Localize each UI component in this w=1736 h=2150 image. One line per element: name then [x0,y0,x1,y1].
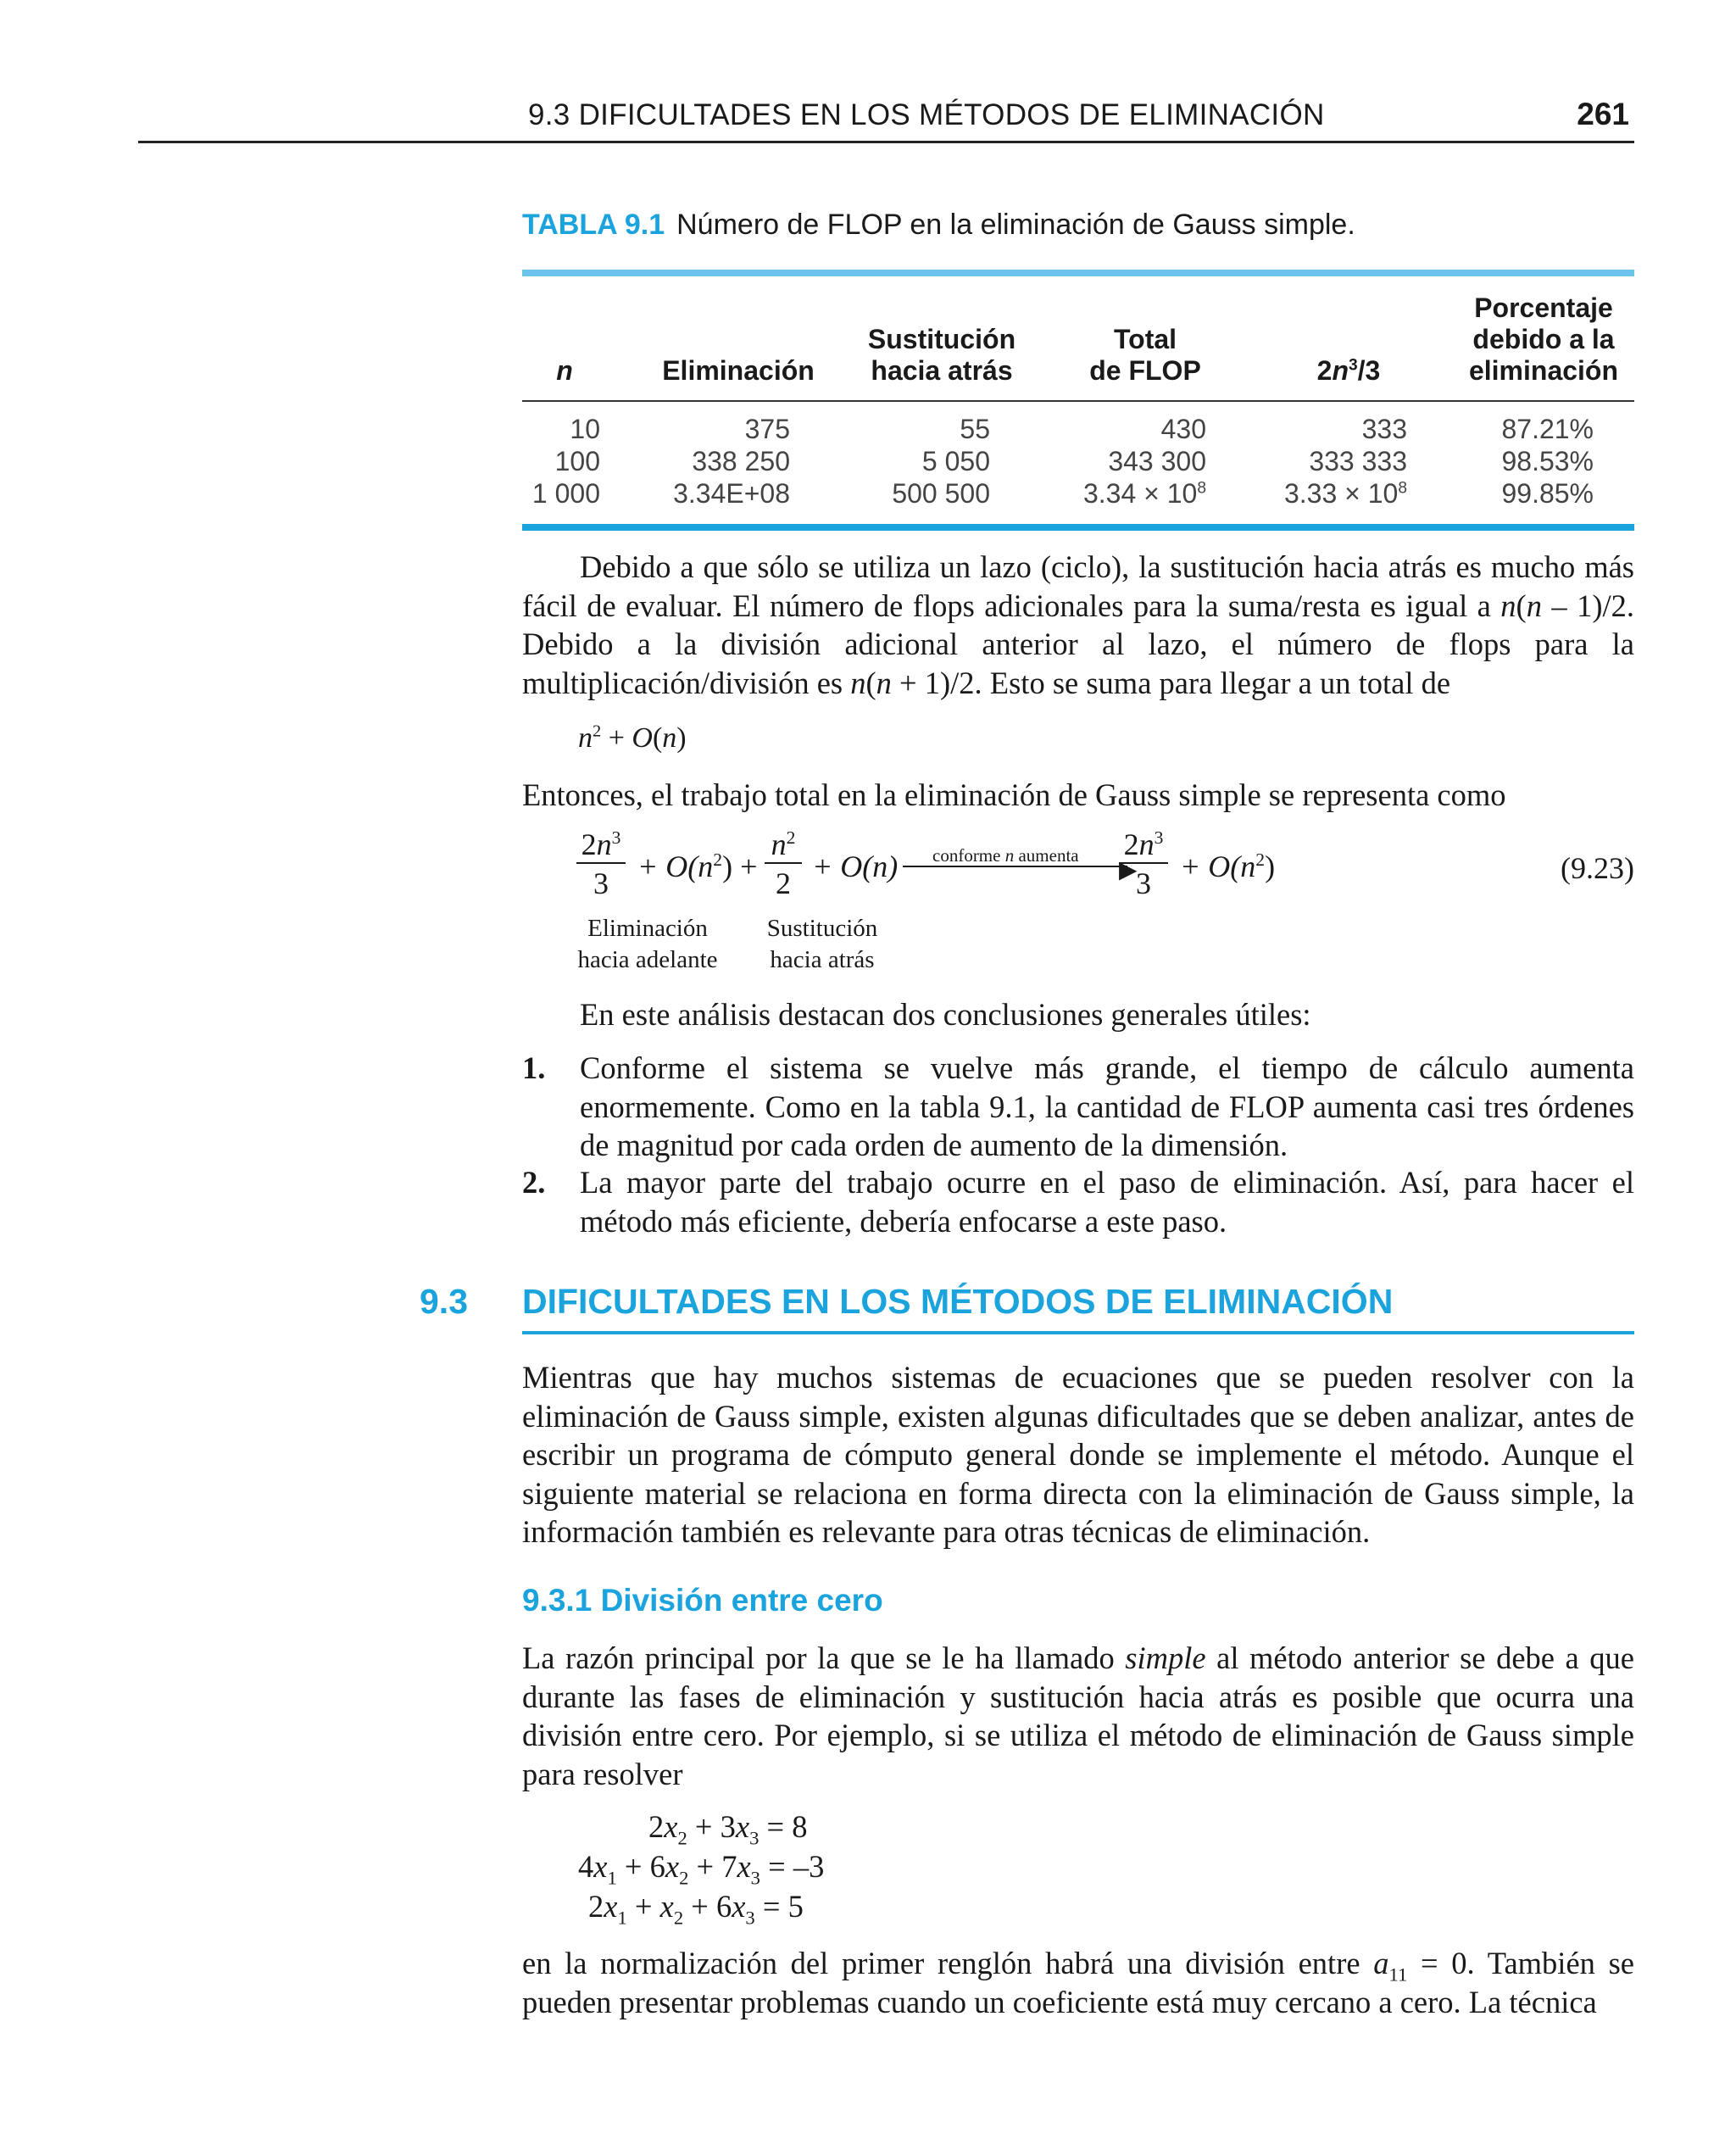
fraction-2n3-over-3-limit: $\frac{2n^3}{3}$ [1119,827,1168,901]
table-label: TABLA 9.1 [522,209,665,241]
cell-n: 100 [554,446,600,476]
running-header [138,95,1634,143]
cell-subst: 500 500 [892,478,990,509]
col-header-2n3: $2n^3/3$ [1316,355,1381,386]
cell-total: 343 300 [1108,446,1206,476]
cell-2n3: $3.33 \times 10^8$ [1283,478,1407,509]
equation-line-3: $2x_1 + x_2 + 6x_3 = 5$ [588,1889,804,1929]
subsection-title: 9.3.1 División entre cero [522,1583,883,1618]
equation-9-23 [576,827,1634,971]
col-header-total: Total de FLOP [1089,324,1201,386]
paragraph-total-work: Entonces, el trabajo total en la eliminación de Gauss simple se representa como [522,777,1506,812]
list-item: 1. Conforme el sistema se vuelve más grande, el tiempo de cálculo aumenta enormemente. Como en la tabla 9.1, la cantidad de FLOP aumenta casi tres órdenes de magnitud por cada orden de aumento de la dimensión. [522,1050,1634,1162]
col-header-elimination: Eliminación [662,355,815,386]
fraction-n2-over-2: $\frac{n^2}{2}$ [765,827,802,901]
term-o-n2-limit: + $O(n^2)$ [1180,849,1276,883]
note-forward-elimination: Eliminación hacia adelante [577,915,718,973]
paragraph-difficulties: Mientras que hay muchos sistemas de ecuaciones que se pueden resolver con la eliminación de Gauss simple, existen algunas dificultades que se deben analizar, antes de escribir un programa de cómputo general donde se implemente el método. Aunque el siguiente material se relaciona en forma directa con la eliminación de Gauss simple, la información también es relevante para otras técnicas de eliminación. [522,1360,1634,1549]
term-o-n: + O(n) [812,849,899,883]
term-o-n2: + $O(n^2)$ + [637,849,758,883]
flop-table [522,270,1634,531]
cell-2n3: 333 333 [1309,446,1407,476]
table-top-rule [522,270,1634,276]
cell-pct: 98.53% [1501,446,1594,476]
cell-total: $3.34 \times 10^8$ [1082,478,1206,509]
table-caption-text: Número de FLOP en la eliminación de Gauss simple. [676,209,1355,241]
cell-n: 1 000 [531,478,600,509]
running-header-title: 9.3 DIFICULTADES EN LOS MÉTODOS DE ELIMINACIÓN [528,98,1325,131]
arrow-head-icon: ▶ [1119,857,1138,883]
paragraph-division-by-zero: La razón principal por la que se le ha llamado simple al método anterior se debe a que durante las fases de eliminación y sustitución hacia atrás es posible que ocurra una división entre cero. Por ejemplo, si se utiliza el método de eliminación de Gauss simple para resolver [522,1640,1634,1791]
table-bottom-rule [522,524,1634,531]
cell-subst: 5 050 [921,446,990,476]
table-body [522,402,1634,510]
paragraph-normalization: en la normalización del primer renglón habrá una división entre $a_{11} = 0$. También se pueden presentar problemas cuando un coeficiente está muy cercano a cero. La técnica [522,1946,1634,2019]
section-number: 9.3 [420,1282,468,1321]
equation-line-2: $4x_1 + 6x_2 + 7x_3 = -3$ [578,1849,825,1889]
cell-total: 430 [1160,414,1206,444]
list-item: 2. La mayor parte del trabajo ocurre en el paso de eliminación. Así, para hacer el método más eficiente, debería enfocarse a este paso. [522,1165,1634,1239]
paragraph-backsub: Debido a que sólo se utiliza un lazo (ciclo), la sustitución hacia atrás es mucho más fácil de evaluar. El número de flops adicionales para la suma/resta es igual a n(n – 1)/2. Debido a la división adicional anterior al lazo, el número de flops para la multiplicación/división es n(n + 1)/2. Esto se suma para llegar a un total de [522,549,1634,700]
arrow-label: conforme n aumenta [932,845,1079,866]
col-header-substitution: Sustitución hacia atrás [867,324,1016,386]
equation-line-1: $2x_2 + 3x_3 = 8$ [648,1809,808,1849]
arrow-line [903,866,1127,867]
table-header [522,276,1634,400]
cell-2n3: 333 [1361,414,1407,444]
cell-subst: 55 [960,414,990,444]
page-number: 261 [1577,97,1629,131]
cell-elim: 3.34E+08 [673,478,790,509]
section-title: DIFICULTADES EN LOS MÉTODOS DE ELIMINACIÓN [522,1282,1394,1321]
formula-n2: $n^2 + O(n)$ [578,721,687,754]
col-header-percentage: Porcentaje debido a la eliminación [1468,292,1619,386]
equation-number: (9.23) [1561,851,1634,885]
fraction-2n3-over-3: $\frac{2n^3}{3}$ [576,827,626,901]
table-row [522,446,1634,478]
col-header-n: n [556,355,573,386]
table-caption [522,209,1355,242]
cell-n: 10 [570,414,600,444]
cell-elim: 338 250 [692,446,790,476]
cell-pct: 87.21% [1501,414,1594,444]
section-rule [522,1331,1634,1334]
cell-pct: 99.85% [1501,478,1594,509]
paragraph-conclusions-intro: En este análisis destacan dos conclusiones generales útiles: [580,997,1311,1032]
cell-elim: 375 [744,414,790,444]
table-row [522,478,1634,510]
note-back-substitution: Sustitución hacia atrás [766,915,878,973]
table-row [522,414,1634,446]
